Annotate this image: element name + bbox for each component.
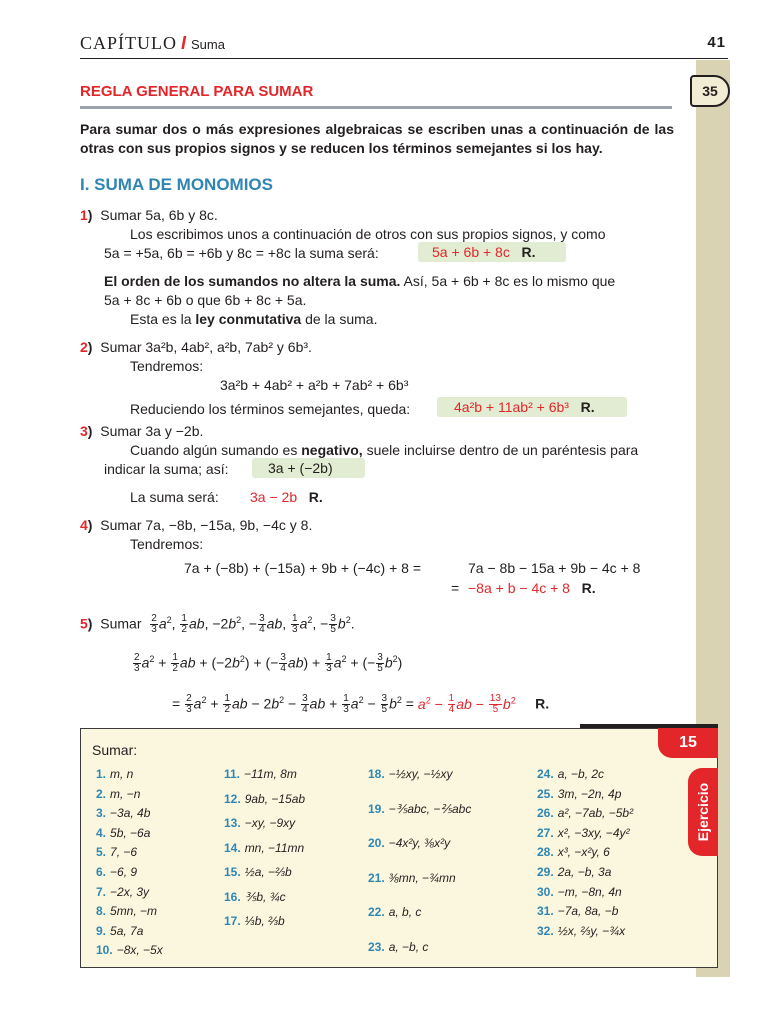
example-1-line1: Los escribimos unos a continuación de otros con sus propios signos, y como — [130, 226, 606, 242]
exercise-item — [96, 904, 157, 918]
exercise-item — [368, 905, 421, 919]
exercise-item-number: 2. — [96, 786, 107, 801]
exercise-item-text: 3m, −2n, 4p — [557, 786, 622, 801]
rule-divider — [80, 106, 672, 109]
exercise-item — [537, 806, 633, 820]
exercise-item — [96, 826, 150, 840]
example-2-tendremos: Tendremos: — [130, 358, 204, 374]
exercise-item-number: 10. — [96, 943, 113, 958]
example-4-expr-left: 7a + (−8b) + (−15a) + 9b + (−4c) + 8 = — [184, 560, 421, 576]
example-4-tendremos: Tendremos: — [130, 536, 204, 552]
example-4-result: −8a + b − 4c + 8 R. — [468, 580, 596, 596]
exercise-item — [96, 767, 133, 781]
exercise-item-number: 13. — [224, 816, 241, 830]
exercise-item-number: 11. — [224, 767, 241, 781]
exercise-item — [224, 816, 295, 830]
exercise-item-number: 17. — [224, 914, 241, 928]
page-number: 41 — [707, 34, 726, 51]
exercise-item-number: 25. — [537, 786, 554, 801]
example-2-statement: 2) Sumar 3a²b, 4ab², a²b, 7ab² y 6b³. — [80, 339, 312, 355]
example-3-line2: indicar la suma; así: — [104, 461, 229, 477]
example-5-result: = $\frac{2}{3}$ $a^2$ + $\frac{1}{2}$ ab − $2b^2$ − $\frac{3}{4}$ ab + $\frac{1}{3}$ $a^2$ − $\frac{3}{5}$ $b^2 = a^2$ − $\frac{1}{4}$ ab − $\frac{13}{5}$ $b^2$ R. — [172, 693, 550, 716]
section-title: I. SUMA DE MONOMIOS — [80, 175, 273, 194]
exercise-item-number: 21. — [368, 870, 385, 885]
exercise-item-number: 28. — [537, 845, 554, 860]
exercise-item — [537, 924, 625, 938]
exercise-item-text: 7, −6 — [110, 845, 138, 860]
exercise-number-badge: 15 — [658, 728, 718, 758]
exercise-item-text: −11m, 8m — [244, 767, 297, 781]
exercise-item-number: 18. — [368, 767, 385, 781]
exercise-item — [537, 904, 618, 918]
exercise-item-number: 4. — [96, 825, 107, 840]
exercise-item-number: 6. — [96, 865, 107, 879]
exercise-item — [224, 792, 305, 806]
exercise-item-text: ⅗b, ¾c — [244, 889, 286, 904]
exercise-label: Ejercicio — [695, 782, 711, 842]
exercise-item-text: a², −7ab, −5b² — [557, 806, 634, 821]
exercise-item — [537, 885, 622, 899]
exercise-item — [368, 940, 428, 954]
exercise-item-number: 7. — [96, 884, 107, 899]
exercise-item — [537, 787, 621, 801]
exercise-item — [537, 826, 630, 840]
exercise-item-number: 26. — [537, 806, 554, 821]
chapter-header — [80, 33, 225, 54]
example-1-statement: 1) Sumar 5a, 6b y 8c. — [80, 207, 218, 223]
exercise-item — [224, 890, 286, 904]
example-1-result: 5a + 6b + 8c R. — [432, 244, 536, 260]
exercise-item-text: ⅜mn, −¾mn — [388, 870, 456, 885]
exercise-item-text: −7a, 8a, −b — [557, 904, 619, 919]
exercise-item-number: 22. — [368, 905, 385, 919]
example-3-statement: 3) Sumar 3a y −2b. — [80, 423, 204, 439]
exercise-item — [96, 943, 163, 957]
exercise-item — [96, 885, 149, 899]
exercise-item-text: −m, −8n, 4n — [557, 884, 622, 899]
rule-title: REGLA GENERAL PARA SUMAR — [80, 83, 314, 100]
exercise-item — [224, 914, 285, 928]
exercise-item-text: 2a, −b, 3a — [557, 865, 612, 879]
exercise-item-number: 29. — [537, 865, 554, 879]
exercise-item-number: 24. — [537, 767, 554, 781]
exercise-item — [96, 806, 150, 820]
exercise-item — [96, 865, 137, 879]
exercise-item-text: m, −n — [110, 786, 141, 801]
exercise-item — [96, 787, 140, 801]
exercise-item-text: −⅗abc, −⅖abc — [388, 801, 472, 816]
exercise-item-text: 5mn, −m — [110, 904, 158, 919]
exercise-item — [537, 865, 611, 879]
exercise-item-text: x², −3xy, −4y² — [557, 825, 630, 840]
example-4-eq: = — [451, 580, 460, 596]
exercise-item-text: −8x, −5x — [116, 943, 163, 958]
exercise-item — [537, 845, 610, 859]
exercise-item-text: 9ab, −15ab — [244, 791, 306, 806]
exercise-item-text: x³, −x²y, 6 — [557, 845, 610, 860]
example-5-sum: $\frac{2}{3}$ $a^2$ + $\frac{1}{2}$ ab + $(-2b^2)$ + (− $\frac{3}{4}$ ab) + $\frac{1}{3}$ $a^2$ + (− $\frac{3}{5}$ $b^2$) — [134, 652, 403, 675]
exercise-item-text: −4x²y, ⅜x²y — [388, 836, 451, 850]
exercise-item-number: 30. — [537, 884, 554, 899]
exercise-item-number: 31. — [537, 904, 554, 919]
exercise-item-number: 15. — [224, 865, 241, 879]
rule-text: Para sumar dos o más expresiones algebraicas se escriben unas a continuación de las otras con sus propios signos y se reducen los términos semejantes si los hay. — [80, 121, 674, 156]
exercise-item-number: 32. — [537, 923, 554, 938]
exercise-item-number: 8. — [96, 904, 107, 919]
exercise-item — [224, 865, 292, 879]
exercise-item-text: mn, −11mn — [244, 840, 305, 855]
chapter-subject: Suma — [191, 37, 225, 52]
exercise-item — [96, 845, 137, 859]
example-4-expr-right: 7a − 8b − 15a + 9b − 4c + 8 — [468, 560, 641, 576]
exercise-item-number: 20. — [368, 836, 385, 850]
example-2-expression: 3a²b + 4ab² + a²b + 7ab² + 6b³ — [220, 377, 409, 393]
example-1-line5: Esta es la ley conmutativa de la suma. — [130, 311, 378, 327]
exercise-item — [537, 767, 604, 781]
header-divider — [80, 58, 728, 59]
example-3-sum-label: La suma será: — [130, 489, 219, 505]
exercise-item-text: m, n — [110, 767, 134, 781]
example-3-result: 3a − 2b R. — [250, 489, 323, 505]
exercise-item — [224, 841, 304, 855]
exercise-item — [368, 836, 450, 850]
example-5-statement: 5) Sumar $\frac{2}{3}$ $a^2$, $\frac{1}{2}$ ab, $-2b^2$, − $\frac{3}{4}$ ab, $\frac{1}{3}$ $a^2$, − $\frac{3}{5}$ $b^2$. — [80, 613, 355, 636]
exercise-label-tab — [688, 768, 718, 856]
section-tab: 35 — [690, 75, 730, 107]
exercise-item-text: a, b, c — [388, 905, 422, 919]
example-2-reduce: Reduciendo los términos semejantes, queda: — [130, 401, 411, 417]
exercise-item-number: 1. — [96, 767, 107, 781]
exercise-item — [96, 924, 143, 938]
exercise-item-number: 5. — [96, 845, 107, 860]
exercise-item-number: 27. — [537, 825, 554, 840]
exercise-item-text: ⅓b, ⅔b — [244, 914, 285, 928]
exercise-item-text: −xy, −9xy — [244, 816, 296, 830]
exercise-item-number: 9. — [96, 923, 107, 938]
exercise-item-text: a, −b, 2c — [557, 767, 605, 781]
exercise-item — [224, 767, 297, 781]
example-1-line2: 5a = +5a, 6b = +6b y 8c = +8c la suma será: — [104, 245, 379, 261]
exercise-item-number: 16. — [224, 889, 241, 904]
exercise-item — [368, 802, 471, 816]
exercise-item-text: 5a, 7a — [110, 923, 144, 938]
exercise-item-text: −½xy, −½xy — [388, 767, 453, 781]
exercise-item-number: 23. — [368, 939, 385, 954]
exercise-item-text: −6, 9 — [110, 865, 138, 879]
example-3-line1: Cuando algún sumando es negativo, suele incluirse dentro de un paréntesis para — [130, 442, 639, 458]
example-2-result: 4a²b + 11ab² + 6b³ R. — [454, 399, 595, 415]
exercise-item — [368, 871, 456, 885]
exercise-item-number: 19. — [368, 801, 385, 816]
exercise-item-text: −3a, 4b — [110, 806, 151, 821]
exercise-item-text: a, −b, c — [388, 939, 429, 954]
exercise-item-text: 5b, −6a — [110, 825, 151, 840]
exercise-item-text: ½x, ⅔y, −¾x — [557, 923, 626, 938]
exercise-item-number: 3. — [96, 806, 107, 821]
example-4-statement: 4) Sumar 7a, −8b, −15a, 9b, −4c y 8. — [80, 517, 313, 533]
exercise-item-number: 14. — [224, 840, 241, 855]
chapter-label: CAPÍTULO — [80, 33, 177, 53]
exercise-item — [368, 767, 453, 781]
exercise-item-text: −2x, 3y — [110, 884, 150, 899]
exercise-item-number: 12. — [224, 791, 241, 806]
example-1-line3: El orden de los sumandos no altera la suma. Así, 5a + 6b + 8c es lo mismo que — [104, 273, 616, 289]
example-3-boxed: 3a + (−2b) — [268, 460, 333, 476]
exercise-intro: Sumar: — [92, 742, 138, 758]
exercise-item-text: ½a, −⅔b — [244, 865, 292, 879]
chapter-number: I — [181, 33, 188, 53]
example-1-line4: 5a + 8c + 6b o que 6b + 8c + 5a. — [104, 292, 307, 308]
